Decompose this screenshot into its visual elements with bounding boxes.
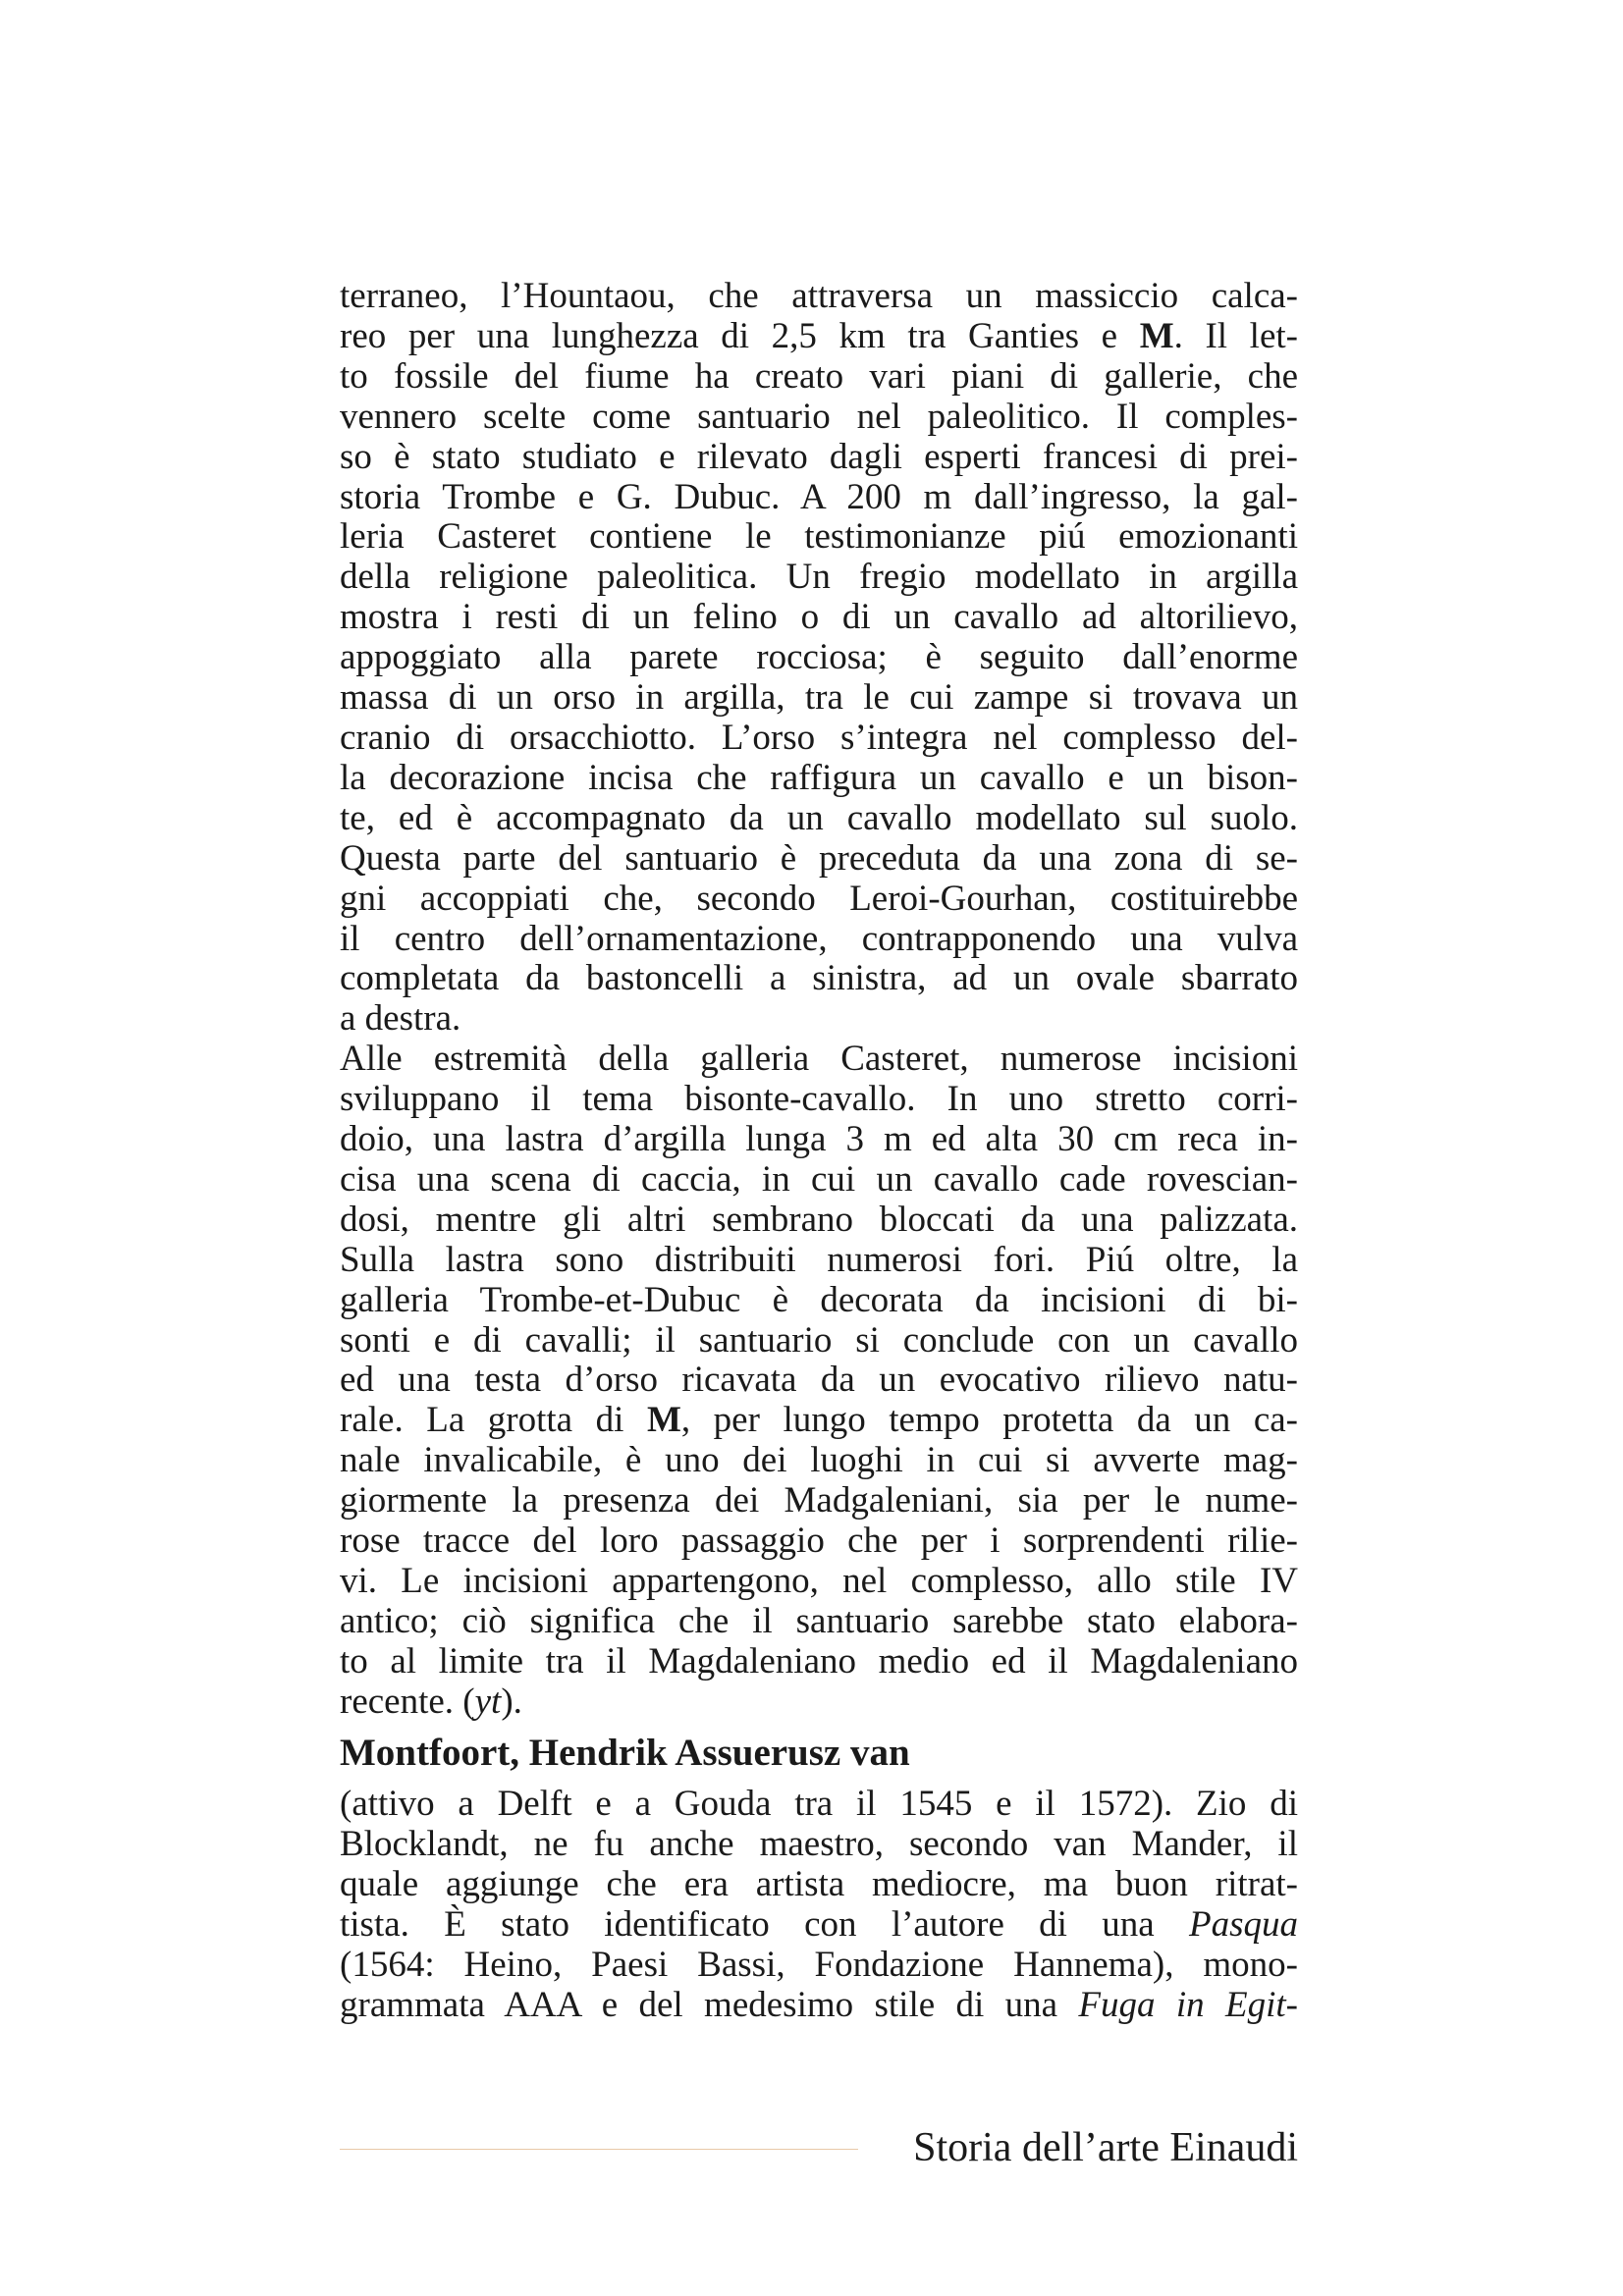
text-line: vi. Le incisioni appartengono, nel complesso, allo stile IV (340, 1561, 1298, 1601)
text-line: Blocklandt, ne fu anche maestro, secondo van Mander, il (340, 1823, 1298, 1864)
text-line: recente. (yt). (340, 1681, 522, 1722)
text-line: terraneo, l’Hountaou, che attraversa un massiccio calca- (340, 276, 1298, 316)
text-line: leria Casteret contiene le testimonianze piú emozionanti (340, 516, 1298, 558)
entry-grotta-body (340, 277, 1298, 1723)
text-line: massa di un orso in argilla, tra le cui zampe si trovava un (340, 677, 1298, 719)
text-line: la decorazione incisa che raffigura un cavallo e un bison- (340, 757, 1298, 798)
text-line: Alle estremità della galleria Casteret, numerose incisioni (340, 1039, 1298, 1080)
text-line: rose tracce del loro passaggio che per i sorprendenti rilie- (340, 1521, 1298, 1562)
footer-rule (340, 2149, 858, 2150)
text-line: doio, una lastra d’argilla lunga 3 m ed alta 30 cm reca in- (340, 1119, 1298, 1160)
text-line: giormente la presenza dei Madgaleniani, sia per le nume- (340, 1480, 1298, 1522)
text-line: grammata AAA e del medesimo stile di una Fuga in Egit- (340, 1984, 1298, 2025)
text-line: storia Trombe e G. Dubuc. A 200 m dall’ingresso, la gal- (340, 476, 1298, 517)
text-line: quale aggiunge che era artista mediocre, ma buon ritrat- (340, 1863, 1298, 1904)
entry-heading: Montfoort, Hendrik Assuerusz van (340, 1732, 910, 1774)
footer-publisher: Storia dell’arte Einaudi (913, 2125, 1298, 2170)
text-line: sviluppano il tema bisonte-cavallo. In uno stretto corri- (340, 1079, 1298, 1120)
text-line: nale invalicabile, è uno dei luoghi in cui si avverte mag- (340, 1440, 1298, 1481)
text-line: reo per una lunghezza di 2,5 km tra Ganties e M. Il let- (340, 315, 1298, 356)
text-line: dosi, mentre gli altri sembrano bloccati da una palizzata. (340, 1199, 1298, 1240)
text-line: appoggiato alla parete rocciosa; è seguito dall’enorme (340, 637, 1298, 678)
text-line: ed una testa d’orso ricavata da un evocativo rilievo natu- (340, 1360, 1298, 1401)
text-line: (1564: Heino, Paesi Bassi, Fondazione Hannema), mono- (340, 1944, 1298, 1985)
text-line: Sulla lastra sono distribuiti numerosi fori. Piú oltre, la (340, 1239, 1298, 1280)
text-line: tista. È stato identificato con l’autore di una Pasqua (340, 1903, 1298, 1945)
text-line: cranio di orsacchiotto. L’orso s’integra nel complesso del- (340, 717, 1298, 758)
text-line: to al limite tra il Magdaleniano medio ed il Magdaleniano (340, 1640, 1298, 1682)
text-line: completata da bastoncelli a sinistra, ad un ovale sbarrato (340, 958, 1298, 999)
text-line: della religione paleolitica. Un fregio modellato in argilla (340, 557, 1298, 598)
text-line: sonti e di cavalli; il santuario si conclude con un cavallo (340, 1319, 1298, 1361)
text-line: a destra. (340, 998, 461, 1040)
text-line: il centro dell’ornamentazione, contrapponendo una vulva (340, 918, 1298, 959)
text-line: cisa una scena di caccia, in cui un cavallo cade rovescian- (340, 1158, 1298, 1200)
text-line: te, ed è accompagnato da un cavallo modellato sul suolo. (340, 797, 1298, 838)
text-line: to fossile del fiume ha creato vari piani di gallerie, che (340, 355, 1298, 397)
text-line: (attivo a Delft e a Gouda tra il 1545 e il 1572). Zio di (340, 1784, 1298, 1824)
text-line: vennero scelte come santuario nel paleolitico. Il comples- (340, 396, 1298, 437)
text-line: so è stato studiato e rilevato dagli esperti francesi di prei- (340, 436, 1298, 477)
text-line: antico; ciò significa che il santuario sarebbe stato elabora- (340, 1600, 1298, 1641)
text-line: mostra i resti di un felino o di un cavallo ad altorilievo, (340, 597, 1298, 638)
entry-montfoort-body (340, 1785, 1298, 2025)
text-line: galleria Trombe-et-Dubuc è decorata da incisioni di bi- (340, 1279, 1298, 1320)
text-line: rale. La grotta di M, per lungo tempo protetta da un ca- (340, 1400, 1298, 1441)
text-line: gni accoppiati che, secondo Leroi-Gourhan, costituirebbe (340, 878, 1298, 919)
text-line: Questa parte del santuario è preceduta da una zona di se- (340, 837, 1298, 879)
